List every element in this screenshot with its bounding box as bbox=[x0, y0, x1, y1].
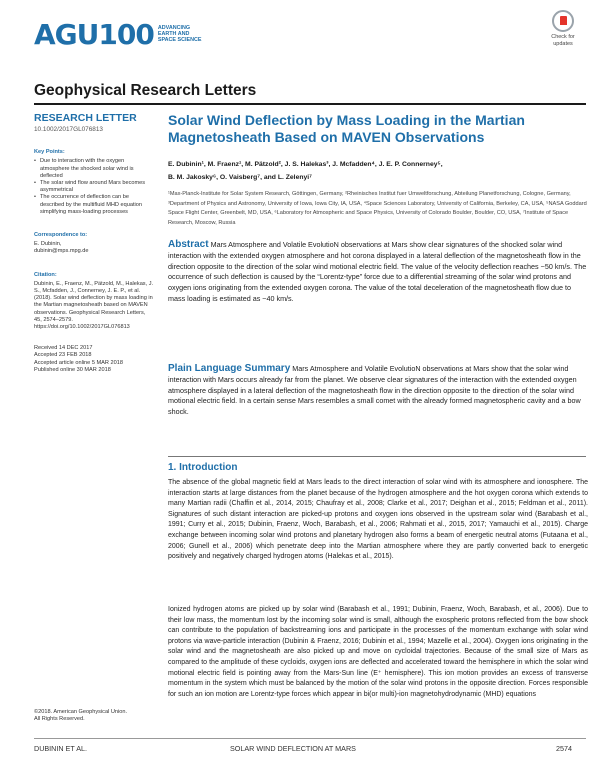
correspondence-name: E. Dubinin, bbox=[34, 241, 62, 248]
section-divider bbox=[168, 456, 586, 457]
bookmark-icon bbox=[552, 10, 574, 32]
key-points-heading: Key Points: bbox=[34, 149, 65, 156]
article-type: RESEARCH LETTER bbox=[34, 112, 137, 124]
header-divider bbox=[34, 103, 586, 105]
key-point: • Due to interaction with the oxygen atmosphere the shocked solar wind is deflected bbox=[34, 158, 154, 180]
pls-text: Mars Atmosphere and Volatile EvolutioN observations at Mars show that the solar wind interaction with Mars occurs already far from the planet. We observe clear signatures of the interaction with the extended oxygen atmosphere displayed in a lateral deflection of the magnetosheath flow in the direction opposite to the direction of the solar wind motional electric field. In a certain sense Mars resembles a small comet with the already formed magnetospheric cavity and a bow shock. bbox=[168, 364, 581, 417]
logo-text: AGU100 bbox=[34, 17, 154, 51]
citation-text: Dubinin, E., Fraenz, M., Pätzold, M., Halekas, J. S., Mcfadden, J., Connerney, J. E. P., et al. (2018). Solar wind deflection by mass loading in the Martian magnetosheath based on MAVEN observations. Geophysical Research Letters, 45, 2574–2579. https://doi.org/10.1002/2017GL076813 bbox=[34, 280, 154, 331]
footer-divider bbox=[34, 738, 586, 739]
key-point: • The solar wind flow around Mars becomes asymmetrical bbox=[34, 180, 154, 194]
check-for-updates-button[interactable]: Check for updates bbox=[540, 10, 586, 56]
doi-link[interactable]: 10.1002/2017GL076813 bbox=[34, 126, 103, 133]
correspondence-email[interactable]: dubinin@mps.mpg.de bbox=[34, 248, 89, 255]
logo-tagline: ADVANCING EARTH AND SPACE SCIENCE bbox=[157, 25, 202, 43]
article-sidebar bbox=[34, 112, 154, 374]
key-point: • The occurrence of deflection can be described by the multifluid MHD equation simplifying mass-loading processes bbox=[34, 194, 154, 216]
copyright: ©2018. American Geophysical Union. All Rights Reserved. bbox=[34, 709, 128, 723]
plain-language-summary bbox=[168, 364, 588, 418]
pls-label: Plain Language Summary bbox=[168, 363, 291, 374]
paragraph: The absence of the global magnetic field at Mars leads to the direct interaction of solar wind with its atmosphere and ionosphere. The interaction starts at large distances from the planet because of the hydrogen atmosphere and the hot oxygen corona which extends to many Martian radii (Chaffin et al., 2014, 2015; Chaufray et al., 2008; Clarke et al., 2017; Deighan et al., 2015; Feldman et al., 2011). Signatures of such distant interaction are picked-up protons and oxygen ions observed in the upstream solar wind (Barabash et al., 1991; Curry et al., 2015; Dubinin, Fraenz, Woch, Barabash, et al., 2006; Rahmati et al., 2015, 2017; Yamauchi et al., 2015). Charge exchange between incoming solar wind protons and planetary hydrogen also forms a beam of energetic neutral atoms (Futaana et al., 2006; Gunell et al., 2006) which penetrate deep into the Martian atmosphere where they are partly converted back to energetic positively and negatively charged hydrogen atoms (Halekas et al., 2015). bbox=[168, 479, 588, 561]
article-dates: Received 14 DEC 2017 Accepted 23 FEB 2018 Accepted article online 5 MAR 2018 Published online 30 MAR 2018 bbox=[34, 345, 123, 373]
correspondence-heading: Correspondence to: bbox=[34, 232, 88, 239]
abstract-text: Mars Atmosphere and Volatile EvolutioN observations at Mars show clear signatures of the shocked solar wind interaction with the extended oxygen atmosphere and hot corona displayed in a lateral deflection of the magnetosheath flow in the direction opposite to the direction of the solar wind motional electric field. The value of the velocity deflection reaches ~50 km/s. The occurrence of such deflection is caused by the “Lorentz-type” force due to a differential streaming of the solar wind protons and oxygen ions originating from the extended oxygen corona. The value of the total deceleration of the magnetosheath flow due to mass loading is estimated as ~40 km/s. bbox=[168, 240, 587, 303]
abstract-label: Abstract bbox=[168, 239, 209, 250]
page-number: 2574 bbox=[556, 744, 572, 753]
paragraph: Ionized hydrogen atoms are picked up by solar wind (Barabash et al., 1991; Dubinin, Fraenz, Woch, Barabash, et al., 2006). Due to their low mass, the momentum lost by the incoming solar wind is small, although the exospheric protons reflected from the bow shock can contribute to the population of backstreaming ions and participate in the processes of the momentum exchange with solar wind protons via wave-particle interaction (Dubinin & Fraenz, 2016; Dubinin et al., 1994; Mazelle et al., 2004). Oxygen ions originating in the solar wind and the magnetosheath are also picked up and move on cycloidal trajectories. Because of the small size of Mars as compared to the amplitude of these cycloids, oxygen ions are deflected and accelerated toward the hemisphere in which the solar wind motional electric field is pointing away from the Mars-Sun line (E⁺ hemisphere). This ion motion provides an excess of transverse momentum in the system which must be balanced by the motion of the solar wind protons in the opposite direction. Forces responsible for such an ion motion are Lorentz-type forces which appear in bi(or multi)-ion magnetohydrodynamic (MHD) equations bbox=[168, 606, 588, 698]
footer-running-title: SOLAR WIND DEFLECTION AT MARS bbox=[230, 744, 356, 753]
abstract bbox=[168, 240, 588, 305]
key-points-list bbox=[34, 158, 154, 216]
author-list: E. Dubinin¹, M. Fraenz¹, M. Pätzold², J. S. Halekas³, J. Mcfadden⁴, J. E. P. Connerney⁵, B. M. Jakosky⁶, O. Vaisberg⁷, and L. Zelenyi⁷ bbox=[168, 161, 443, 181]
journal-title: Geophysical Research Letters bbox=[34, 82, 257, 99]
agu-logo[interactable] bbox=[34, 18, 201, 50]
article-title: Solar Wind Deflection by Mass Loading in the Martian Magnetosheath Based on MAVEN Observations bbox=[168, 112, 525, 145]
article-header bbox=[168, 112, 588, 228]
section-title: 1. Introduction bbox=[168, 462, 238, 473]
affiliations: ¹Max-Planck-Institute for Solar System Research, Göttingen, Germany, ²Rheinisches Institut fuer Umweltforschung, Abteilung Planetforschung, Cologne, Germany, ³Department of Physics and Astronomy, University of Iowa, Iowa City, IA, USA, ⁴Space Sciences Laboratory, University of California, Berkeley, CA, USA, ⁵NASA Goddard Space Flight Center, Greenbelt, MD, USA, ⁶Laboratory for Atmospheric and Space Physics, University of Colorado Boulder, Boulder, CO, USA, ⁷Institute of Space Research, Moscow, Russia bbox=[168, 191, 587, 226]
citation-heading: Citation: bbox=[34, 271, 57, 278]
footer-authors: DUBININ ET AL. bbox=[34, 744, 87, 753]
